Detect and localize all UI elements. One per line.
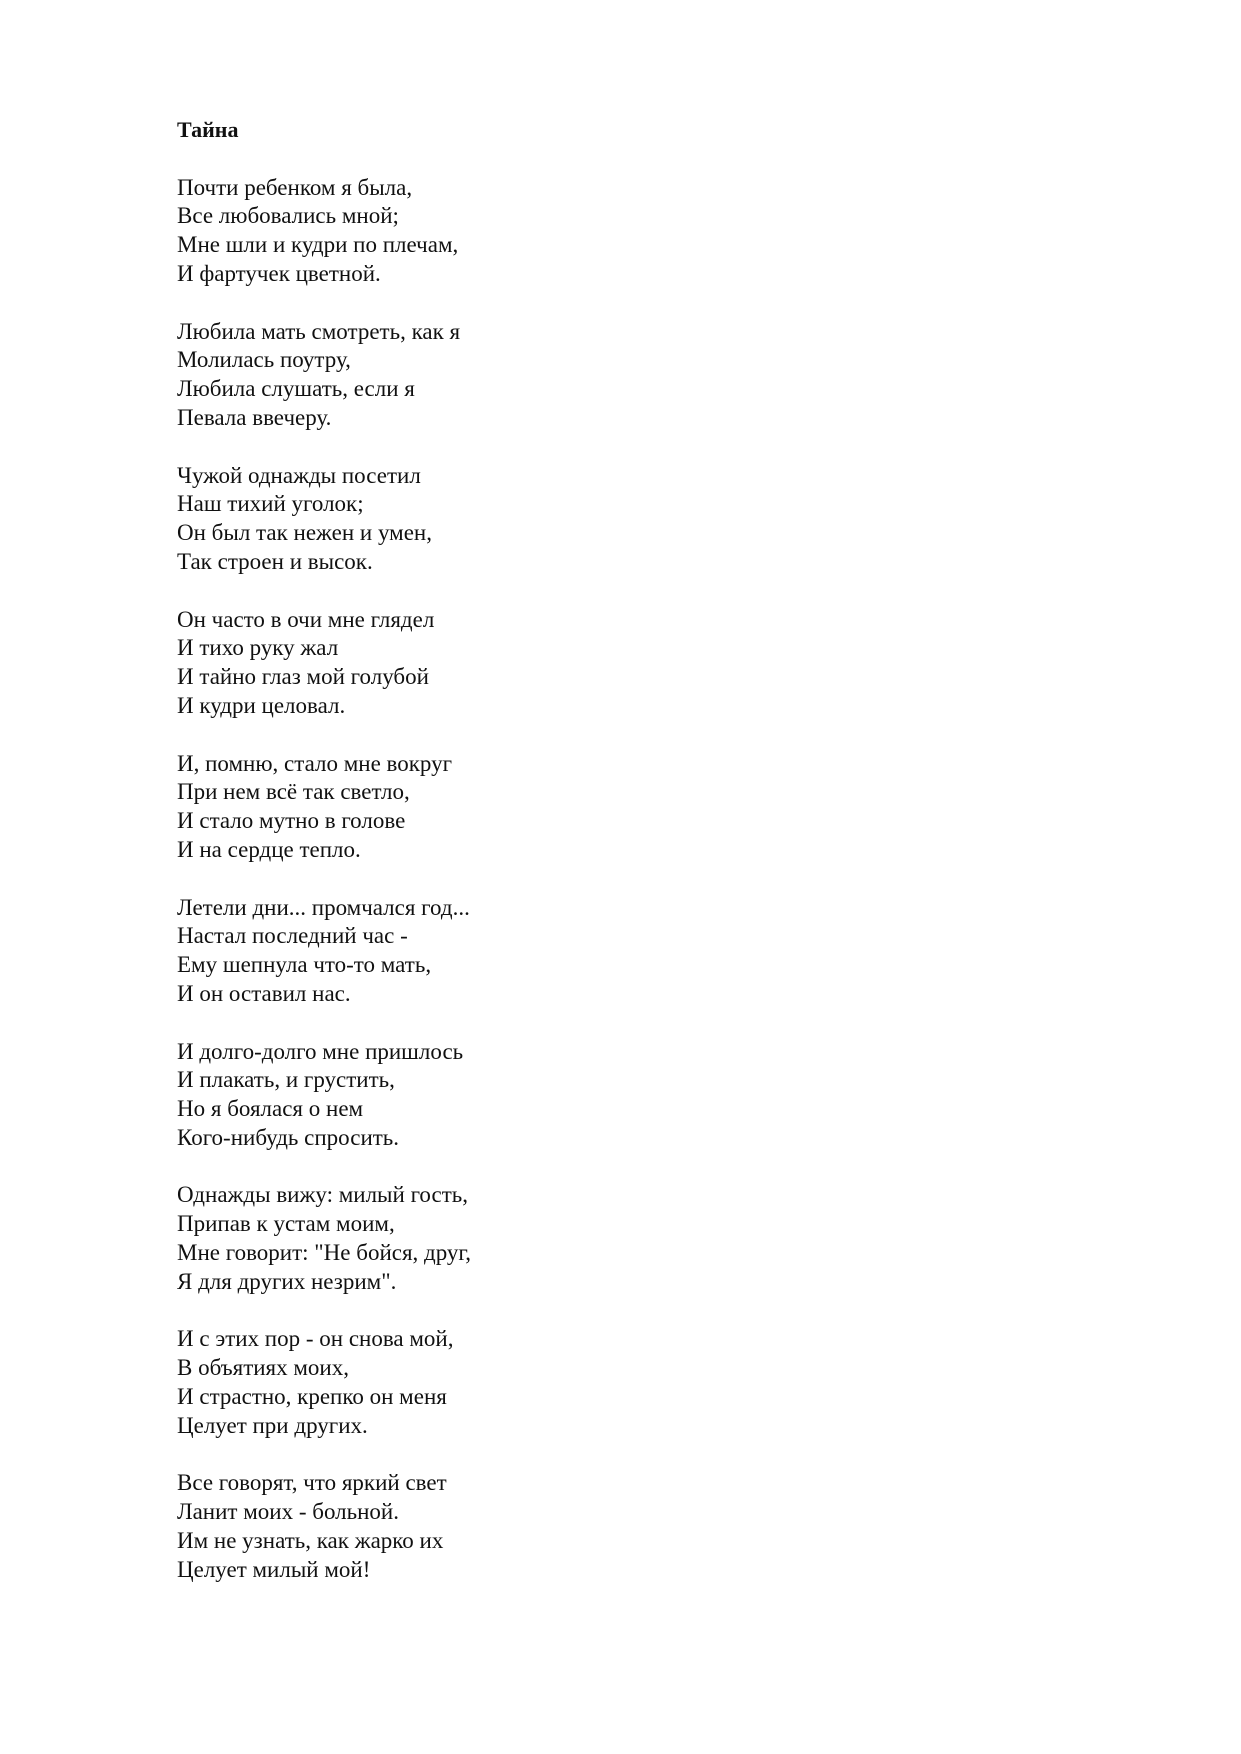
stanza: [177, 894, 1077, 1009]
poem-line: Летели дни... промчался год...: [177, 894, 470, 920]
poem-line: Кого-нибудь спросить.: [177, 1124, 400, 1150]
poem-line: Он часто в очи мне глядел: [177, 606, 435, 632]
poem-line: И тихо руку жал: [177, 635, 339, 661]
poem-line: Я для других незрим".: [177, 1268, 397, 1294]
poem-line: В объятиях моих,: [177, 1355, 349, 1381]
poem-line: Настал последний час -: [177, 923, 408, 949]
stanza: [177, 318, 1077, 433]
poem-body: [177, 174, 1077, 1585]
stanza: [177, 1469, 1077, 1584]
poem-line: Мне говорит: "Не бойся, друг,: [177, 1240, 472, 1266]
stanza: [177, 606, 1077, 721]
poem-line: Но я боялася о нем: [177, 1096, 364, 1122]
stanza: [177, 462, 1077, 577]
poem-line: И плакать, и грустить,: [177, 1067, 395, 1093]
poem-line: Наш тихий уголок;: [177, 491, 364, 517]
poem-line: Ланит моих - больной.: [177, 1499, 399, 1525]
poem-line: И страстно, крепко он меня: [177, 1384, 447, 1410]
poem-line: Чужой однажды посетил: [177, 462, 421, 488]
poem-line: Все любовались мной;: [177, 203, 399, 229]
stanza: [177, 1181, 1077, 1296]
poem-line: Певала ввечеру.: [177, 404, 332, 430]
poem-line: При нем всё так светло,: [177, 779, 410, 805]
stanza: [177, 1038, 1077, 1153]
poem-line: Все говорят, что яркий свет: [177, 1470, 447, 1496]
poem-line: Любила мать смотреть, как я: [177, 318, 461, 344]
poem-line: И кудри целовал.: [177, 692, 346, 718]
poem-line: Целует милый мой!: [177, 1556, 371, 1582]
poem-line: Целует при других.: [177, 1412, 368, 1438]
poem: [177, 116, 1077, 1613]
poem-line: Молилась поутру,: [177, 347, 351, 373]
stanza: [177, 174, 1077, 289]
stanza: [177, 750, 1077, 865]
poem-line: И он оставил нас.: [177, 980, 351, 1006]
poem-line: Ему шепнула что-то мать,: [177, 952, 432, 978]
poem-line: Однажды вижу: милый гость,: [177, 1182, 469, 1208]
stanza: [177, 1325, 1077, 1440]
poem-line: Он был так нежен и умен,: [177, 520, 432, 546]
poem-line: Им не узнать, как жарко их: [177, 1528, 444, 1554]
poem-line: И долго-долго мне пришлось: [177, 1038, 464, 1064]
poem-line: И с этих пор - он снова мой,: [177, 1326, 454, 1352]
poem-line: Так строен и высок.: [177, 548, 373, 574]
poem-line: И на сердце тепло.: [177, 836, 361, 862]
poem-line: Почти ребенком я была,: [177, 174, 413, 200]
poem-line: Любила слушать, если я: [177, 376, 415, 402]
poem-line: И тайно глаз мой голубой: [177, 664, 429, 690]
poem-line: И стало мутно в голове: [177, 808, 406, 834]
poem-title: Тайна: [177, 117, 239, 142]
poem-line: И, помню, стало мне вокруг: [177, 750, 453, 776]
poem-line: Мне шли и кудри по плечам,: [177, 232, 459, 258]
poem-line: Припав к устам моим,: [177, 1211, 395, 1237]
poem-line: И фартучек цветной.: [177, 260, 381, 286]
